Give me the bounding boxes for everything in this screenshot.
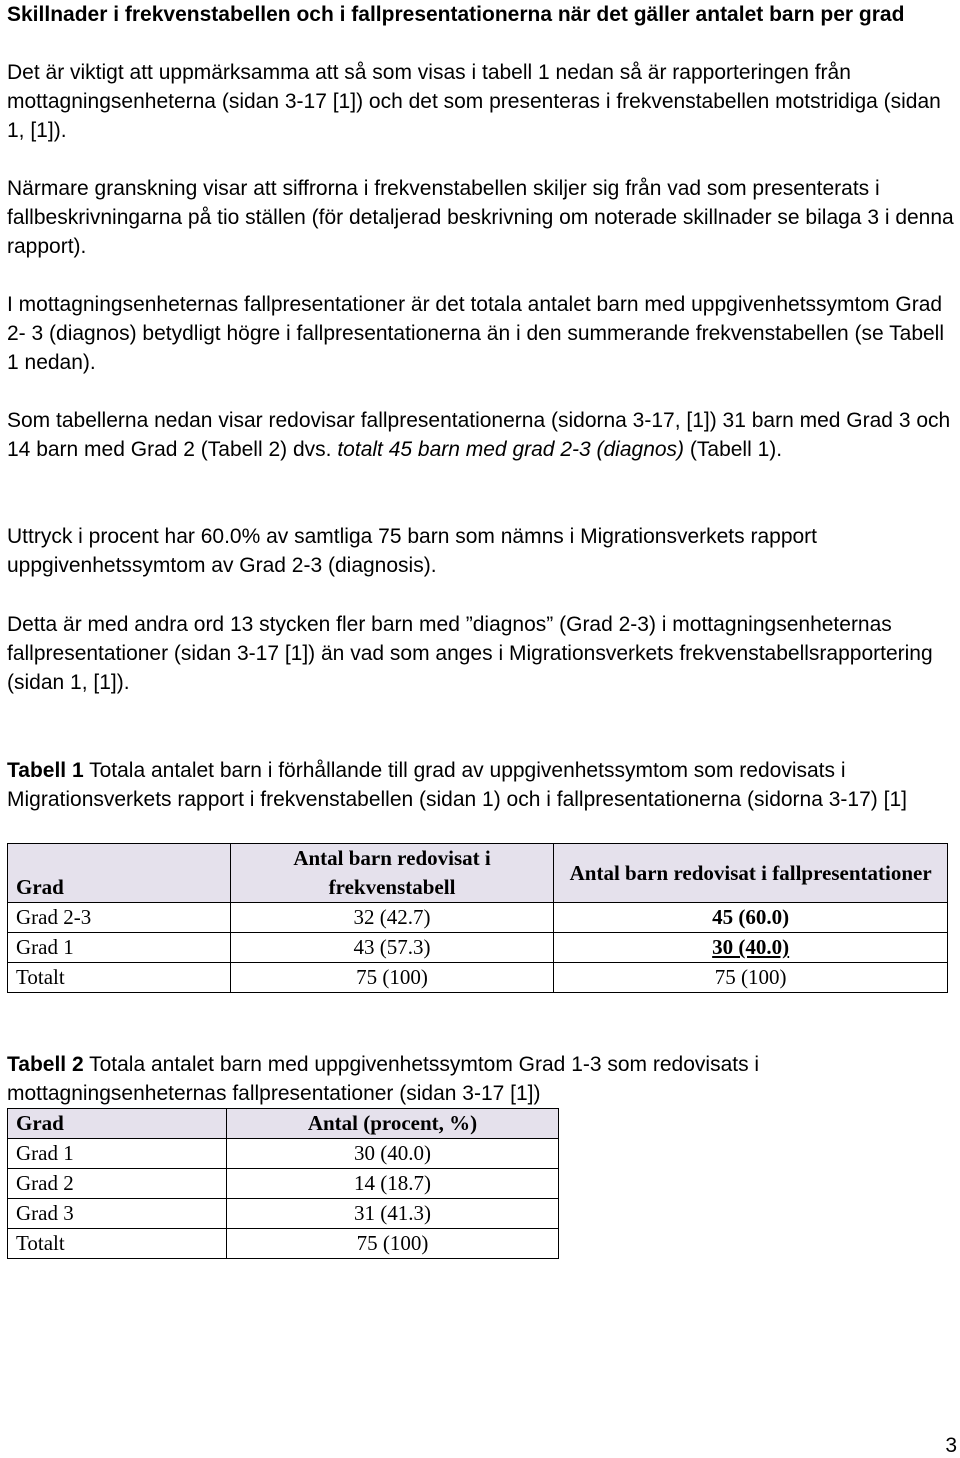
paragraph-4-part-c: (Tabell 1). [684,438,783,461]
table-cell: Grad 1 [8,933,231,963]
table-header-cell: Antal barn redovisat i fallpresentationer [554,844,948,903]
table-2-label: Tabell 2 [7,1053,84,1076]
table-row [8,1229,559,1259]
table-header-cell: Antal barn redovisat i frekvenstabell [230,844,554,903]
table-cell: 32 (42.7) [230,903,554,933]
table-row [8,933,948,963]
table-2-caption [7,1050,957,1108]
paragraph-1: Det är viktigt att uppmärksamma att så som visas i tabell 1 nedan så är rapporteringen från mottagningsenheterna (sidan 3-17 [1]) och det som presenteras i frekvenstabellen motstridiga (sidan 1, [1]). [7,61,941,142]
table-cell: 45 (60.0) [554,903,948,933]
table-cell: Grad 2-3 [8,903,231,933]
paragraph-3: I mottagningsenheternas fallpresentationer är det totala antalet barn med uppgivenhetssymtom Grad 2- 3 (diagnos) betydligt högre i fallpresentationerna än i den summerande frekvenstabellen (se Tabell 1 nedan). [7,293,945,374]
section-heading: Skillnader i frekvenstabellen och i fallpresentationerna när det gäller antalet barn per grad [7,3,905,26]
table-2-caption-text: Totala antalet barn med uppgivenhetssymtom Grad 1-3 som redovisats i mottagningsenheternas fallpresentationer (sidan 3-17 [1]) [7,1053,760,1105]
table-cell: Totalt [8,1229,227,1259]
table-row [8,1169,559,1199]
table-cell: 14 (18.7) [227,1169,559,1199]
paragraph-6: Detta är med andra ord 13 stycken fler barn med ”diagnos” (Grad 2-3) i mottagningsenheternas fallpresentationer (sidan 3-17 [1]) än vad som anges i Migrationsverkets frekvenstabellsrapportering (sidan 1, [1]). [7,613,933,694]
table-row [8,1199,559,1229]
table-1-label: Tabell 1 [7,759,84,782]
table-cell: 75 (100) [230,963,554,993]
table-cell: Grad 3 [8,1199,227,1229]
table-row [8,963,948,993]
page-number: 3 [945,1434,957,1457]
table-2 [7,1108,559,1259]
table-cell: 75 (100) [554,963,948,993]
paragraph-4-part-a: Som tabellerna nedan visar redovisar fallpresentationerna (sidorna 3-17, [1]) 31 barn med Grad 3 och 14 barn med Grad 2 (Tabell 2) dvs. [7,409,951,461]
table-header-row [8,1109,559,1139]
table-cell: 75 (100) [227,1229,559,1259]
table-header-cell: Grad [8,844,231,903]
table-cell: 30 (40.0) [554,933,948,963]
table-header-cell: Antal (procent, %) [227,1109,559,1139]
table-header-cell: Grad [8,1109,227,1139]
table-1 [7,843,948,993]
table-cell: Totalt [8,963,231,993]
table-cell: 30 (40.0) [227,1139,559,1169]
table-1-caption [7,756,957,814]
paragraph-5: Uttryck i procent har 60.0% av samtliga 75 barn som nämns i Migrationsverkets rapport uppgivenhetssymtom av Grad 2-3 (diagnosis). [7,525,818,577]
table-cell: 43 (57.3) [230,933,554,963]
table-cell: 31 (41.3) [227,1199,559,1229]
table-header-row [8,844,948,903]
paragraph-4 [7,406,957,464]
paragraph-4-emphasis: totalt 45 barn med grad 2-3 (diagnos) [337,438,685,461]
table-cell: Grad 1 [8,1139,227,1169]
table-row [8,1139,559,1169]
table-row [8,903,948,933]
table-1-caption-text: Totala antalet barn i förhållande till grad av uppgivenhetssymtom som redovisats i Migrationsverkets rapport i frekvenstabellen (sidan 1) och i fallpresentationerna (sidorna 3-17) [1] [7,759,907,811]
table-cell: Grad 2 [8,1169,227,1199]
paragraph-2: Närmare granskning visar att siffrorna i frekvenstabellen skiljer sig från vad som presenterats i fallbeskrivningarna på tio ställen (för detaljerad beskrivning om noterade skillnader se bilaga 3 i denna rapport). [7,177,954,258]
